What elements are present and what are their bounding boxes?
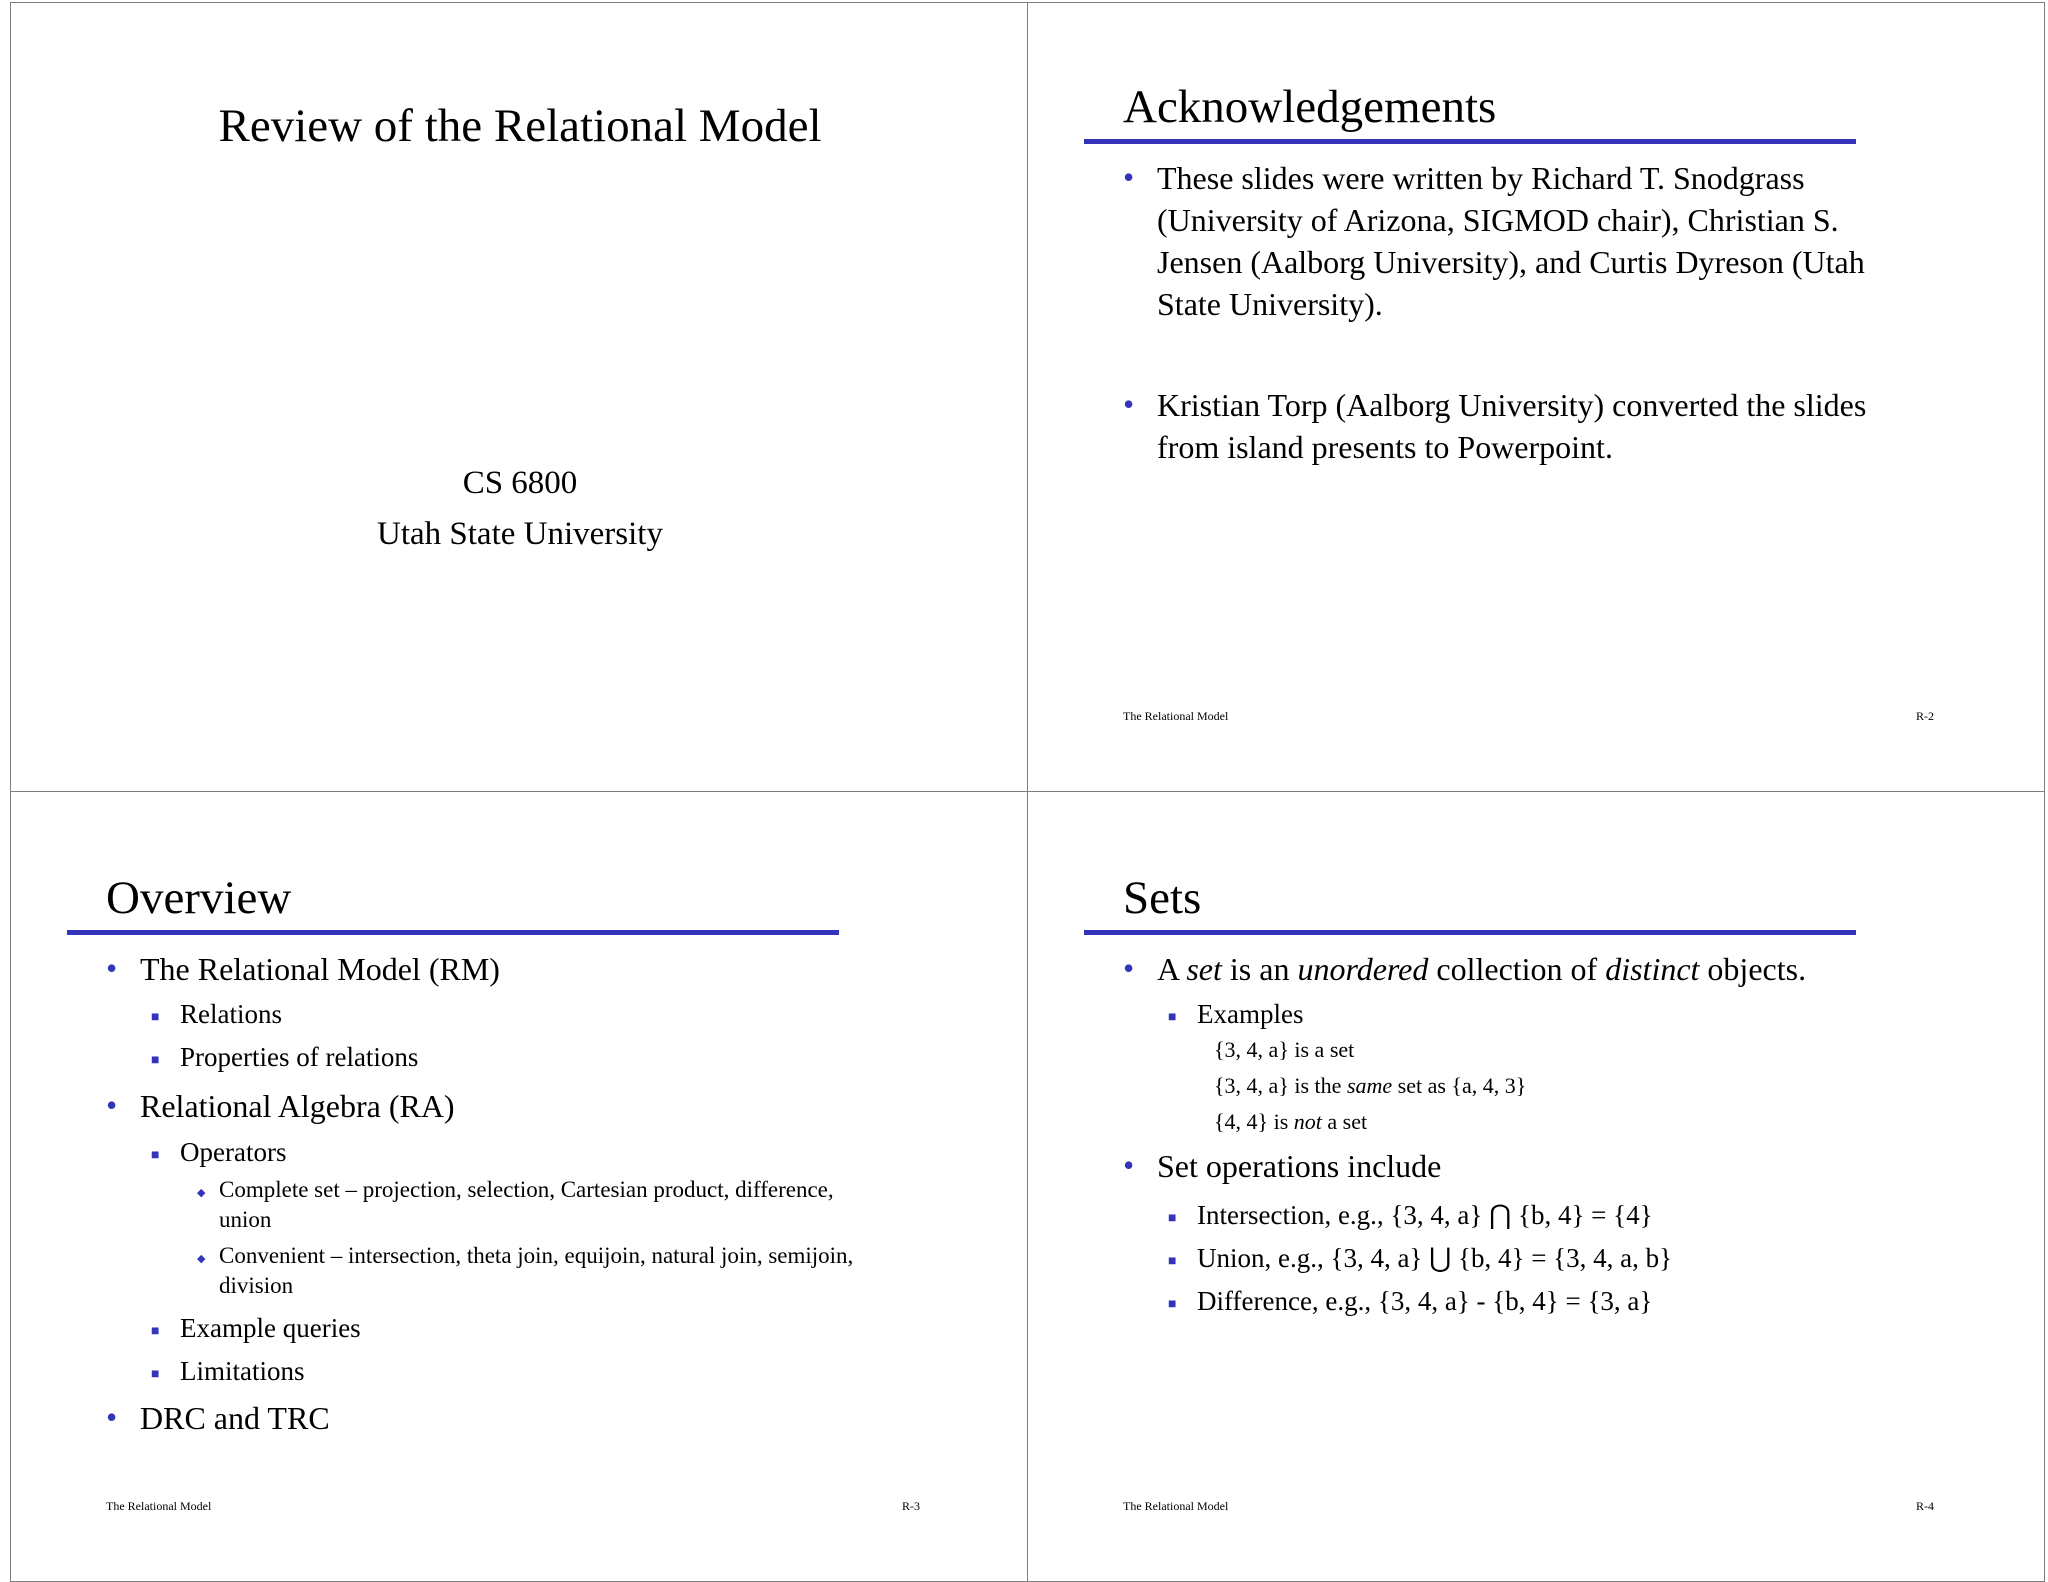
square-bullet-icon: ■	[1168, 1254, 1177, 1269]
footer-title: The Relational Model	[1123, 1499, 1229, 1513]
square-bullet-icon: ■	[151, 1324, 160, 1339]
bullet-dot-icon: •	[1123, 386, 1135, 422]
overview-item: Relational Algebra (RA)	[140, 1088, 455, 1124]
slide-title: Acknowledgements	[1123, 81, 1497, 133]
overview-subitem: Properties of relations	[180, 1042, 419, 1072]
overview-item: The Relational Model (RM)	[140, 951, 500, 987]
slide-title: Review of the Relational Model	[218, 100, 822, 152]
overview-subitem: Operators	[180, 1137, 287, 1167]
diamond-bullet-icon: ◆	[197, 1253, 206, 1265]
university-name: Utah State University	[377, 516, 663, 552]
square-bullet-icon: ■	[151, 1053, 160, 1068]
bullet-text: State University).	[1157, 286, 1383, 322]
example-line: {3, 4, a} is the same set as {a, 4, 3}	[1214, 1073, 1527, 1098]
footer-title: The Relational Model	[106, 1499, 212, 1513]
square-bullet-icon: ■	[151, 1367, 160, 1382]
title-underline	[1084, 930, 1856, 935]
slide-4	[1027, 791, 2045, 1582]
slide-1	[10, 2, 1028, 792]
bullet-dot-icon: •	[106, 1087, 118, 1123]
square-bullet-icon: ■	[1168, 1297, 1177, 1312]
footer-title: The Relational Model	[1123, 709, 1229, 723]
set-ops-heading: Set operations include	[1157, 1148, 1442, 1184]
set-definition: A set is an unordered collection of distinct objects.	[1157, 951, 1807, 987]
set-operation: Union, e.g., {3, 4, a} ⋃ {b, 4} = {3, 4, a, b}	[1197, 1243, 1673, 1273]
bullet-dot-icon: •	[1123, 1147, 1135, 1183]
square-bullet-icon: ■	[151, 1010, 160, 1025]
overview-subitem: Example queries	[180, 1313, 361, 1343]
slide-3	[10, 791, 1028, 1582]
example-line: {3, 4, a} is a set	[1214, 1037, 1355, 1062]
bullet-dot-icon: •	[106, 1399, 118, 1435]
course-code: CS 6800	[462, 465, 578, 501]
overview-subsubitem: Complete set – projection, selection, Cartesian product, difference, union	[219, 1177, 834, 1232]
square-bullet-icon: ■	[1168, 1010, 1177, 1025]
page-number: R-2	[1916, 709, 1934, 723]
slide-title: Sets	[1123, 872, 1202, 924]
slide-title: Overview	[106, 872, 292, 924]
overview-subsubitem: Convenient – intersection, theta join, equijoin, natural join, semijoin, division	[219, 1243, 854, 1298]
page-number: R-4	[1916, 1499, 1934, 1513]
bullet-text: Jensen (Aalborg University), and Curtis Dyreson (Utah	[1157, 244, 1865, 280]
bullet-dot-icon: •	[1123, 950, 1135, 986]
overview-item: DRC and TRC	[140, 1400, 330, 1436]
title-underline	[67, 930, 839, 935]
overview-subitem: Relations	[180, 999, 282, 1029]
square-bullet-icon: ■	[1168, 1211, 1177, 1226]
example-line: {4, 4} is not a set	[1214, 1109, 1368, 1134]
slide-2	[1027, 2, 2045, 792]
bullet-text: (University of Arizona, SIGMOD chair), Christian S.	[1157, 202, 1839, 238]
overview-subitem: Limitations	[180, 1356, 305, 1386]
title-underline	[1084, 139, 1856, 144]
bullet-text: Kristian Torp (Aalborg University) converted the slides	[1157, 387, 1867, 423]
page-number: R-3	[902, 1499, 920, 1513]
square-bullet-icon: ■	[151, 1148, 160, 1163]
bullet-text: These slides were written by Richard T. Snodgrass	[1157, 160, 1805, 196]
bullet-dot-icon: •	[106, 950, 118, 986]
set-operation: Intersection, e.g., {3, 4, a} ⋂ {b, 4} = {4}	[1197, 1200, 1653, 1230]
diamond-bullet-icon: ◆	[197, 1187, 206, 1199]
examples-label: Examples	[1197, 999, 1304, 1029]
bullet-dot-icon: •	[1123, 159, 1135, 195]
bullet-text: from island presents to Powerpoint.	[1157, 429, 1613, 465]
set-operation: Difference, e.g., {3, 4, a} - {b, 4} = {3, a}	[1197, 1286, 1653, 1316]
